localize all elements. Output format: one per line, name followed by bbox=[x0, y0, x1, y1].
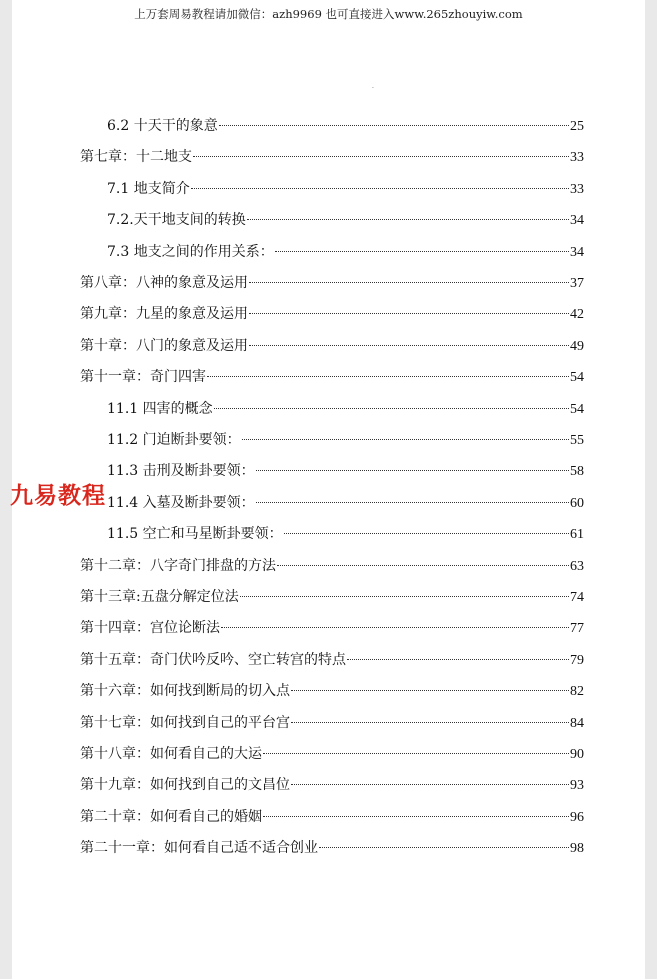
toc-entry[interactable] bbox=[80, 775, 584, 795]
toc-dot-leader bbox=[240, 595, 569, 597]
toc-entry-title: 第七章：十二地支 bbox=[80, 149, 192, 166]
toc-entry-page: 61 bbox=[570, 527, 584, 543]
toc-entry-title: 第二十章：如何看自己的婚姻 bbox=[80, 808, 262, 825]
toc-entry-title: 第十五章：奇门伏吟反吟、空亡转宫的特点 bbox=[80, 651, 346, 668]
toc-entry-page: 54 bbox=[570, 401, 584, 417]
toc-entry[interactable] bbox=[80, 336, 584, 356]
toc-entry-page: 79 bbox=[570, 652, 584, 668]
toc-entry[interactable] bbox=[80, 147, 584, 167]
toc-entry-title: 第十章：八门的象意及运用 bbox=[80, 337, 248, 354]
toc-entry-title: 11.4 入墓及断卦要领： bbox=[107, 494, 255, 511]
toc-entry-title: 11.5 空亡和马星断卦要领： bbox=[107, 526, 283, 543]
toc-entry-title: 7.1 地支简介 bbox=[107, 180, 190, 197]
toc-dot-leader bbox=[263, 815, 569, 817]
toc-dot-leader bbox=[277, 564, 569, 566]
toc-entry-page: 77 bbox=[570, 621, 584, 637]
toc-entry-title: 第十六章：如何找到断局的切入点 bbox=[80, 683, 290, 700]
toc-dot-leader bbox=[291, 689, 569, 691]
toc-entry[interactable] bbox=[107, 116, 584, 136]
toc-entry-page: 82 bbox=[570, 684, 584, 700]
toc-entry-title: 7.3 地支之间的作用关系： bbox=[107, 243, 274, 260]
toc-entry[interactable] bbox=[107, 179, 584, 199]
toc-dot-leader bbox=[291, 721, 569, 723]
toc-entry-title: 6.2 十天干的象意 bbox=[107, 118, 218, 134]
toc-entry-title: 11.1 四害的概念 bbox=[107, 400, 213, 417]
toc-entry-page: 55 bbox=[570, 433, 584, 448]
toc-entry-title: 第十八章：如何看自己的大运 bbox=[80, 746, 262, 762]
toc-dot-leader bbox=[256, 469, 569, 471]
toc-dot-leader bbox=[247, 218, 569, 220]
toc-entry-title: 第十九章：如何找到自己的文昌位 bbox=[80, 777, 290, 794]
toc-entry[interactable] bbox=[80, 587, 584, 607]
toc-entry-title: 第十二章：八字奇门排盘的方法 bbox=[80, 557, 276, 574]
toc-dot-leader bbox=[319, 846, 569, 848]
toc-dot-leader bbox=[291, 783, 569, 785]
toc-entry[interactable] bbox=[80, 304, 584, 324]
toc-entry-page: 93 bbox=[570, 778, 584, 794]
toc-entry[interactable] bbox=[107, 242, 584, 262]
toc-dot-leader bbox=[221, 626, 569, 628]
toc-entry[interactable] bbox=[80, 650, 584, 670]
toc-entry-page: 42 bbox=[570, 307, 584, 323]
toc-dot-leader bbox=[256, 501, 569, 503]
toc-entry[interactable] bbox=[80, 367, 584, 387]
toc-entry-page: 54 bbox=[570, 370, 584, 386]
toc-dot-leader bbox=[207, 375, 569, 377]
toc-dot-leader bbox=[284, 532, 569, 534]
toc-entry[interactable] bbox=[107, 461, 584, 481]
toc-entry[interactable] bbox=[80, 807, 584, 827]
toc-entry-page: 49 bbox=[570, 338, 584, 354]
toc-entry-page: 60 bbox=[570, 495, 584, 511]
toc-entry-title: 11.3 击刑及断卦要领： bbox=[107, 463, 255, 480]
toc-entry-title: 第二十一章：如何看自己适不适合创业 bbox=[80, 840, 318, 857]
toc-entry-page: 74 bbox=[570, 590, 584, 605]
toc-entry-title: 第八章：八神的象意及运用 bbox=[80, 275, 248, 291]
toc-entry-page: 58 bbox=[570, 464, 584, 480]
toc-entry[interactable] bbox=[80, 744, 584, 764]
toc-dot-leader bbox=[263, 752, 569, 754]
toc-dot-leader bbox=[249, 344, 569, 346]
toc-entry-page: 90 bbox=[570, 747, 584, 762]
toc-entry-page: 33 bbox=[570, 181, 584, 197]
toc-dot-leader bbox=[275, 250, 569, 252]
page-header: 上万套周易教程请加微信：azh9969 也可直接进入www.265zhouyiw.com bbox=[134, 7, 523, 21]
toc-dot-leader bbox=[242, 438, 569, 440]
toc-entry-title: 第九章：九星的象意及运用 bbox=[80, 306, 248, 323]
toc-entry[interactable] bbox=[80, 273, 584, 293]
toc-entry-page: 84 bbox=[570, 715, 584, 731]
toc-entry-page: 34 bbox=[570, 213, 584, 229]
toc-entry-title: 第十一章：奇门四害 bbox=[80, 369, 206, 386]
toc-entry-page: 63 bbox=[570, 558, 584, 574]
toc-dot-leader bbox=[249, 312, 569, 314]
toc-entry[interactable] bbox=[80, 556, 584, 576]
toc-entry[interactable] bbox=[80, 618, 584, 638]
toc-dot-leader bbox=[193, 155, 569, 157]
toc-entry-page: 96 bbox=[570, 809, 584, 825]
toc-entry[interactable] bbox=[80, 838, 584, 858]
toc-entry-title: 11.2 门迫断卦要领： bbox=[107, 432, 241, 448]
toc-dot-leader bbox=[214, 407, 569, 409]
watermark-logo: 九易教程 bbox=[10, 483, 106, 509]
toc-entry-page: 34 bbox=[570, 244, 584, 260]
toc-entry-title: 第十三章:五盘分解定位法 bbox=[80, 589, 239, 605]
toc-entry[interactable] bbox=[107, 430, 584, 450]
toc-dot-leader bbox=[219, 124, 569, 126]
toc-entry-title: 第十四章：宫位论断法 bbox=[80, 620, 220, 637]
toc-entry-page: 25 bbox=[570, 119, 584, 134]
stray-dot: · bbox=[372, 85, 374, 92]
toc-dot-leader bbox=[249, 281, 569, 283]
toc-entry-page: 33 bbox=[570, 150, 584, 166]
toc-entry[interactable] bbox=[107, 524, 584, 544]
toc-entry-title: 7.2.天干地支间的转换 bbox=[107, 212, 246, 229]
toc-entry[interactable] bbox=[107, 399, 584, 419]
toc-entry-page: 37 bbox=[570, 276, 584, 291]
toc-dot-leader bbox=[347, 658, 569, 660]
toc-dot-leader bbox=[191, 187, 569, 189]
toc-entry-page: 98 bbox=[570, 841, 584, 857]
toc-entry[interactable] bbox=[107, 210, 584, 230]
toc-entry[interactable] bbox=[80, 713, 584, 733]
toc-entry[interactable] bbox=[80, 681, 584, 701]
toc-entry-title: 第十七章：如何找到自己的平台宫 bbox=[80, 714, 290, 731]
toc-entry[interactable] bbox=[107, 493, 584, 513]
